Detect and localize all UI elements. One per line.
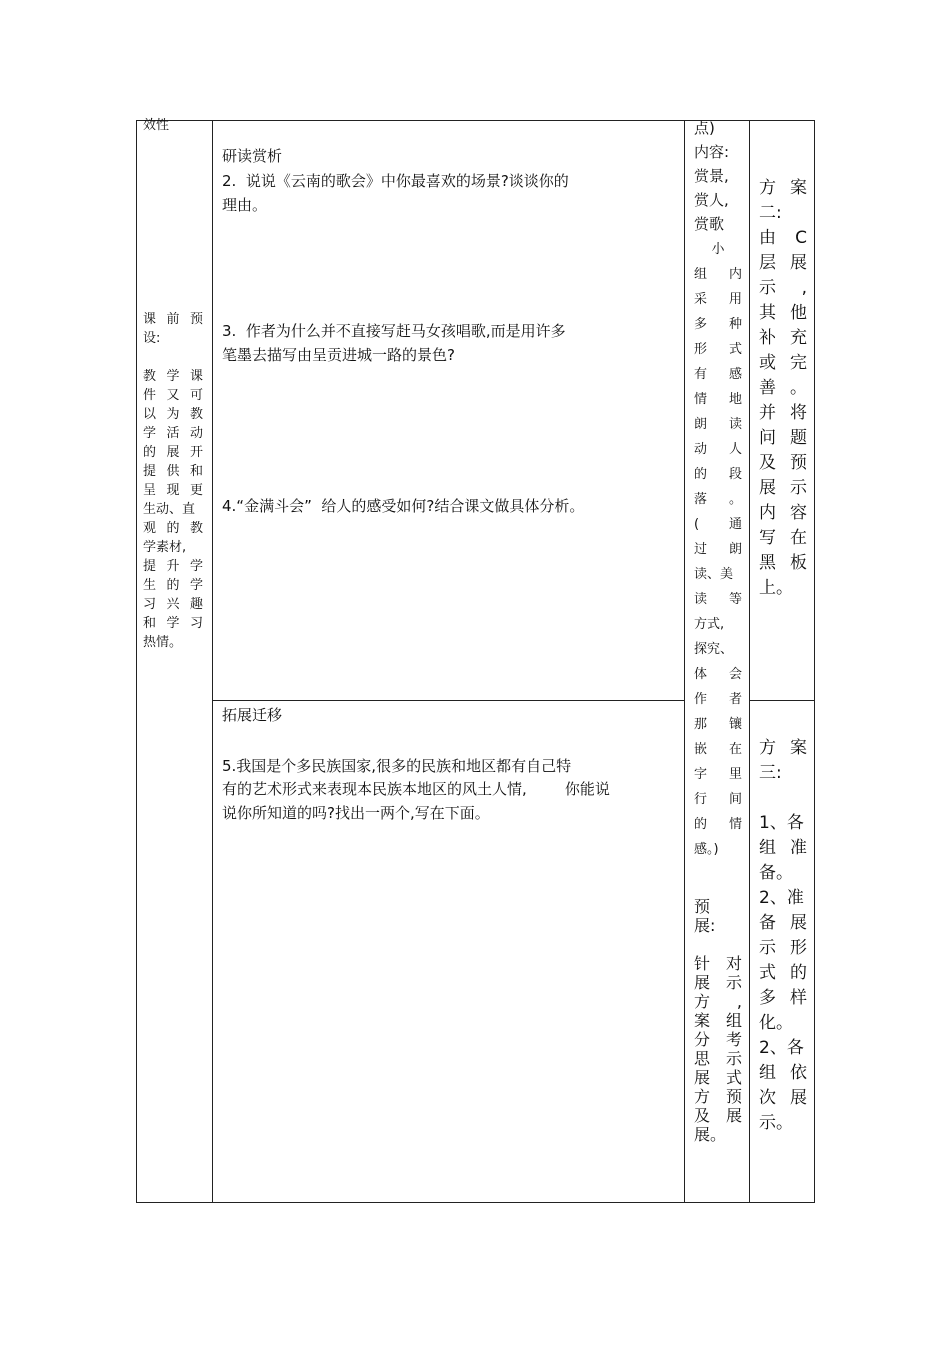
col4-upper-line: 及 预 bbox=[759, 453, 807, 473]
col3-wide-line: 赏景, bbox=[694, 167, 729, 185]
section-title-extension: 拓展迁移 bbox=[222, 706, 283, 724]
col3-lower-line: 思 示 bbox=[694, 1049, 742, 1068]
question-5-line-3: 说你所知道的吗?找出一两个,写在下面。 bbox=[222, 804, 490, 822]
student-activity-column bbox=[694, 116, 742, 236]
col4-lower-line: 1、各 bbox=[759, 813, 804, 833]
col4-upper-line: 二: bbox=[759, 203, 782, 223]
col3-narrow-line: 多 种 bbox=[694, 317, 742, 332]
col4-upper-line: 问 题 bbox=[759, 428, 807, 448]
col1-line: 的 展 开 bbox=[143, 445, 203, 460]
col4-upper-line: 或 完 bbox=[759, 353, 807, 373]
col3-wide-line: 赏人, bbox=[694, 191, 729, 209]
col4-upper-line: 补 充 bbox=[759, 328, 807, 348]
col1-line: 呈 现 更 bbox=[143, 483, 203, 498]
col4-upper-line: 并 将 bbox=[759, 403, 807, 423]
table-right-border bbox=[814, 120, 815, 1203]
col1-line: 学素材, bbox=[143, 540, 187, 555]
col4-upper-line: 由 C bbox=[759, 228, 807, 248]
col1-line: 课 前 预 bbox=[143, 312, 203, 327]
plan-three-column bbox=[759, 736, 807, 1136]
col4-lower-line: 示 形 bbox=[759, 938, 807, 958]
col1-line: 习 兴 趣 bbox=[143, 597, 203, 612]
question-5-line-2: 有的艺术形式来表现本民族本地区的风土人情, 你能说 bbox=[222, 780, 610, 798]
table-col-divider-1 bbox=[212, 120, 213, 1203]
col4-lower-line: 2、各 bbox=[759, 1038, 804, 1058]
col4-lower-line: 示。 bbox=[759, 1113, 793, 1133]
col1-line: 件 又 可 bbox=[143, 388, 203, 403]
design-intent-column bbox=[143, 310, 203, 652]
col4-upper-line: 层 展 bbox=[759, 253, 807, 273]
col3-lower-line: 展 式 bbox=[694, 1068, 742, 1087]
table-col-divider-3 bbox=[749, 120, 750, 1203]
col4-upper-line: 上。 bbox=[759, 578, 793, 598]
col1-line: 学 活 动 bbox=[143, 426, 203, 441]
col4-lower-line: 三: bbox=[759, 763, 782, 783]
col3-narrow-line: 有 感 bbox=[694, 367, 742, 382]
col3-narrow-line: 小 bbox=[711, 242, 725, 257]
col3-narrow-line: ( 通 bbox=[694, 517, 742, 532]
question-2-line-1: 2. 说说《云南的歌会》中你最喜欢的场景?谈谈你的 bbox=[222, 172, 569, 190]
col3-wide-line: 内容: bbox=[694, 143, 730, 161]
col3-narrow-line: 情 地 bbox=[694, 392, 742, 407]
col3-lower-line: 及 展 bbox=[694, 1106, 742, 1125]
col4-upper-line: 展 示 bbox=[759, 478, 807, 498]
col3-lower-line: 预 bbox=[694, 897, 711, 916]
row-divider-col4 bbox=[749, 700, 815, 701]
col3-lower-line: 针 对 bbox=[694, 954, 742, 973]
col3-narrow-line: 行 间 bbox=[694, 792, 742, 807]
col3-narrow-line: 作 者 bbox=[694, 692, 742, 707]
col3-narrow-line: 感。) bbox=[694, 842, 719, 857]
col4-upper-line: 写 在 bbox=[759, 528, 807, 548]
col3-lower-line: 案 组 bbox=[694, 1011, 742, 1030]
col3-narrow-line: 探究、 bbox=[694, 642, 734, 657]
col3-narrow-line: 形 式 bbox=[694, 342, 742, 357]
col1-line: 生动、直 bbox=[143, 502, 196, 517]
col4-upper-line: 内 容 bbox=[759, 503, 807, 523]
col3-narrow-line: 朗 读 bbox=[694, 417, 742, 432]
col3-narrow-line: 落 。 bbox=[694, 492, 742, 507]
col4-lower-line bbox=[759, 786, 807, 811]
col3-wide-line: 赏歌 bbox=[694, 215, 725, 233]
col3-narrow-line: 嵌 在 bbox=[694, 742, 742, 757]
plan-two-column bbox=[759, 176, 807, 601]
question-4: 4.“金满斗会” 给人的感受如何?结合课文做具体分析。 bbox=[222, 497, 585, 515]
col4-lower-line: 次 展 bbox=[759, 1088, 807, 1108]
col3-narrow-line: 的 情 bbox=[694, 817, 742, 832]
question-3-line-2: 笔墨去描写由呈贡进城一路的景色? bbox=[222, 346, 455, 364]
col4-upper-line: 黑 板 bbox=[759, 553, 807, 573]
question-5-line-1: 5.我国是个多民族国家,很多的民族和地区都有自己特 bbox=[222, 757, 572, 775]
col4-lower-line: 组 依 bbox=[759, 1063, 807, 1083]
row-divider-main bbox=[212, 700, 685, 701]
col3-lower-line: 分 考 bbox=[694, 1030, 742, 1049]
student-activity-preview bbox=[694, 897, 742, 1144]
col1-line: 教 学 课 bbox=[143, 369, 203, 384]
col4-lower-line: 方 案 bbox=[759, 738, 807, 758]
col1-line: 和 学 习 bbox=[143, 616, 203, 631]
col4-lower-line: 2、准 bbox=[759, 888, 804, 908]
col3-lower-line: 展: bbox=[694, 916, 716, 935]
col4-lower-line: 式 的 bbox=[759, 963, 807, 983]
col1-line: 提 供 和 bbox=[143, 464, 203, 479]
col1-line: 生 的 学 bbox=[143, 578, 203, 593]
section-title-reading: 研读赏析 bbox=[222, 147, 283, 165]
col3-lower-line: 方 预 bbox=[694, 1087, 742, 1106]
col4-lower-line: 多 样 bbox=[759, 988, 807, 1008]
col3-lower-line: 展。 bbox=[694, 1125, 727, 1144]
col1-line: 观 的 教 bbox=[143, 521, 203, 536]
table-bottom-border bbox=[136, 1202, 815, 1203]
question-2-line-2: 理由。 bbox=[222, 196, 268, 214]
table-col-divider-2 bbox=[684, 120, 685, 1203]
col3-narrow-line: 字 里 bbox=[694, 767, 742, 782]
col3-narrow-line: 那 镶 bbox=[694, 717, 742, 732]
col3-narrow-line: 读 等 bbox=[694, 592, 742, 607]
col3-narrow-line: 读、美 bbox=[694, 567, 734, 582]
col1-line: 设: bbox=[143, 331, 161, 346]
col4-upper-line: 其 他 bbox=[759, 303, 807, 323]
col3-lower-line bbox=[694, 935, 742, 954]
col3-narrow-line: 动 人 bbox=[694, 442, 742, 457]
col3-narrow-line: 体 会 bbox=[694, 667, 742, 682]
col4-lower-line: 组 准 bbox=[759, 838, 807, 858]
col1-line: 以 为 教 bbox=[143, 407, 203, 422]
col1-line: 热情。 bbox=[143, 635, 183, 650]
col4-upper-line: 方 案 bbox=[759, 178, 807, 198]
col3-wide-line: 点) bbox=[694, 119, 715, 137]
col3-narrow-line: 方式, bbox=[694, 617, 725, 632]
col3-narrow-line: 组 内 bbox=[694, 267, 742, 282]
question-3-line-1: 3. 作者为什么并不直接写赶马女孩唱歌,而是用许多 bbox=[222, 322, 566, 340]
col3-lower-line: 方 , bbox=[694, 992, 742, 1011]
col1-line: 提 升 学 bbox=[143, 559, 203, 574]
col3-narrow-line: 采 用 bbox=[694, 292, 742, 307]
col3-narrow-line: 的 段 bbox=[694, 467, 742, 482]
col4-lower-line: 备。 bbox=[759, 863, 793, 883]
col1-line bbox=[143, 348, 203, 367]
col3-narrow-line: 过 朗 bbox=[694, 542, 742, 557]
col3-lower-line: 展 示 bbox=[694, 973, 742, 992]
col4-lower-line: 备 展 bbox=[759, 913, 807, 933]
table-left-border bbox=[136, 120, 137, 1203]
col1-top-fragment: 效性 bbox=[143, 118, 170, 133]
student-activity-narrow bbox=[694, 237, 742, 862]
col4-lower-line: 化。 bbox=[759, 1013, 793, 1033]
col4-upper-line: 善 。 bbox=[759, 378, 807, 398]
col4-upper-line: 示 , bbox=[759, 278, 807, 298]
